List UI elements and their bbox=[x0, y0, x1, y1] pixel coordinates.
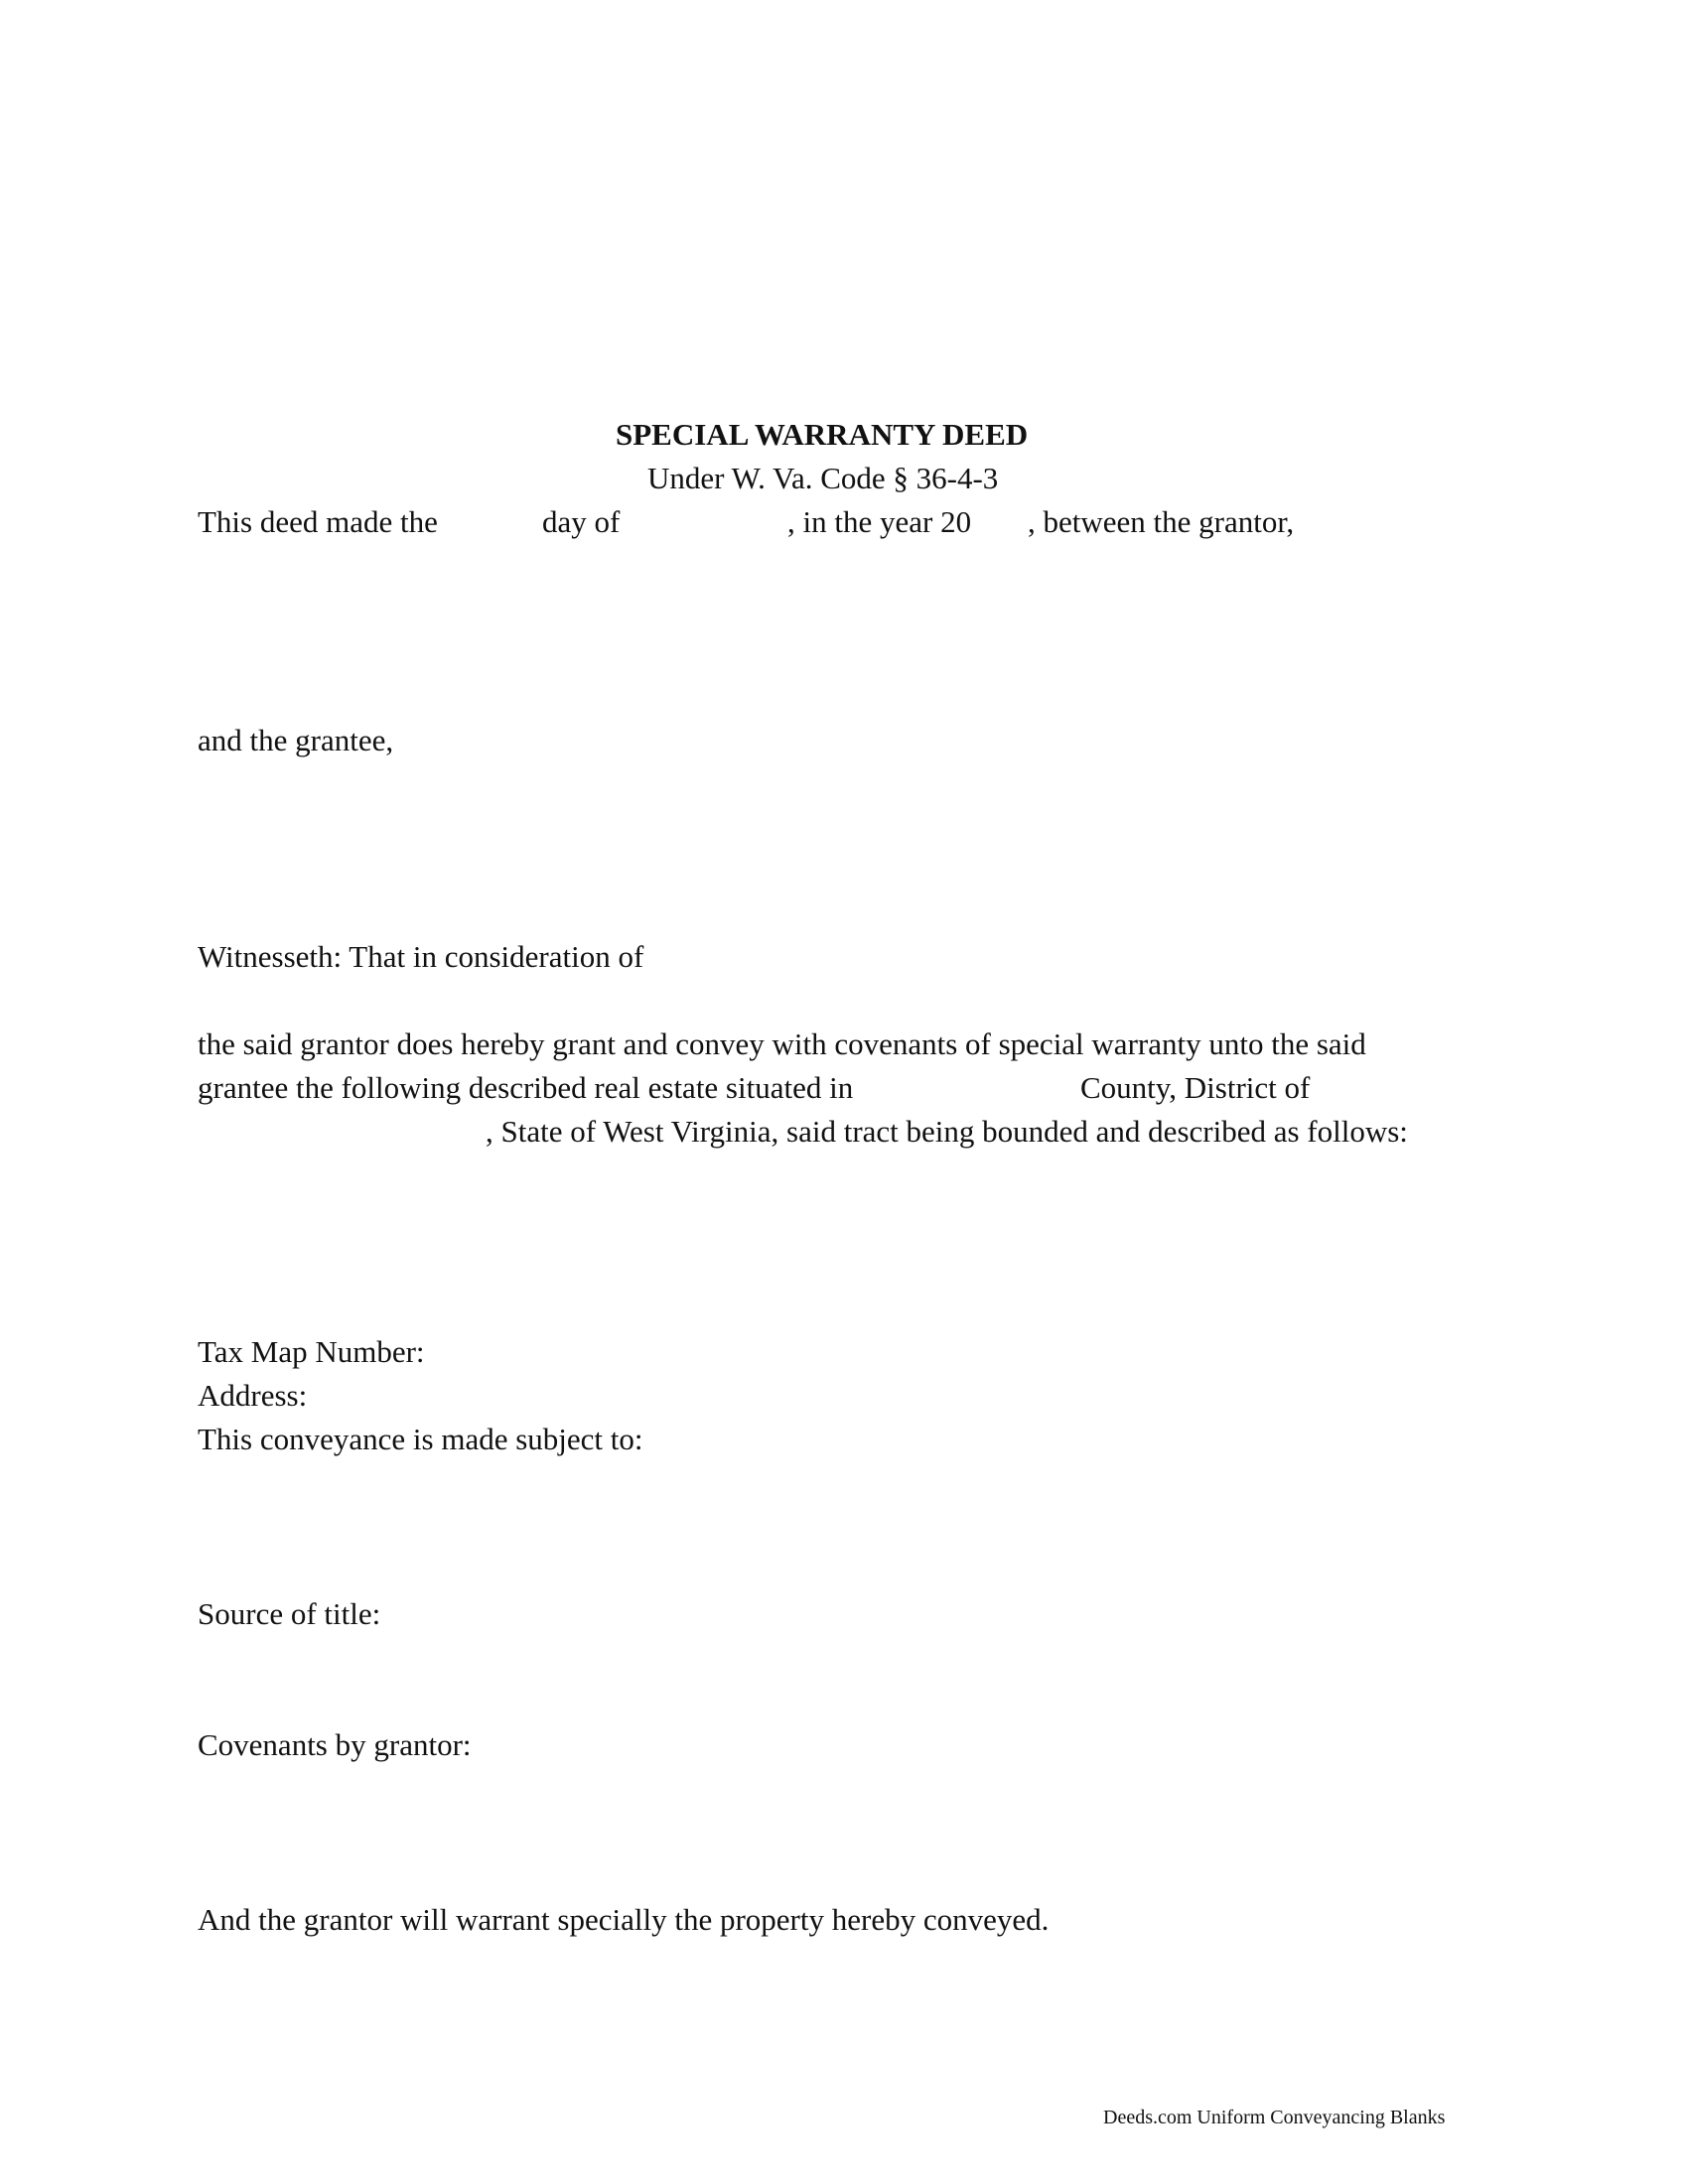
tax-map-label: Tax Map Number: bbox=[198, 1334, 425, 1369]
witnesseth-text: Witnesseth: That in consideration of bbox=[198, 939, 644, 974]
deed-date-text-start: This deed made the bbox=[198, 504, 438, 539]
grant-line-2b: County, District of bbox=[1080, 1070, 1311, 1105]
grant-line-1: the said grantor does hereby grant and convey with covenants of special warranty unto the said bbox=[198, 1026, 1366, 1061]
footer-text: Deeds.com Uniform Conveyancing Blanks bbox=[1103, 2107, 1446, 2128]
grantee-label: and the grantee, bbox=[198, 723, 394, 757]
deed-title: SPECIAL WARRANTY DEED bbox=[616, 417, 1029, 452]
grant-line-2a: grantee the following described real estate situated in bbox=[198, 1070, 854, 1105]
source-title-label: Source of title: bbox=[198, 1596, 381, 1631]
grant-line-3: , State of West Virginia, said tract being bounded and described as follows: bbox=[486, 1114, 1408, 1149]
subject-to-label: This conveyance is made subject to: bbox=[198, 1422, 643, 1456]
deed-date-text-grantor: , between the grantor, bbox=[1028, 504, 1295, 539]
deed-subtitle: Under W. Va. Code § 36-4-3 bbox=[647, 461, 999, 495]
address-label: Address: bbox=[198, 1378, 308, 1413]
warrant-text: And the grantor will warrant specially the property hereby conveyed. bbox=[198, 1902, 1050, 1937]
covenants-label: Covenants by grantor: bbox=[198, 1727, 472, 1762]
deed-date-text-day-of: day of bbox=[542, 504, 621, 539]
deed-date-text-year: , in the year 20 bbox=[787, 504, 972, 539]
